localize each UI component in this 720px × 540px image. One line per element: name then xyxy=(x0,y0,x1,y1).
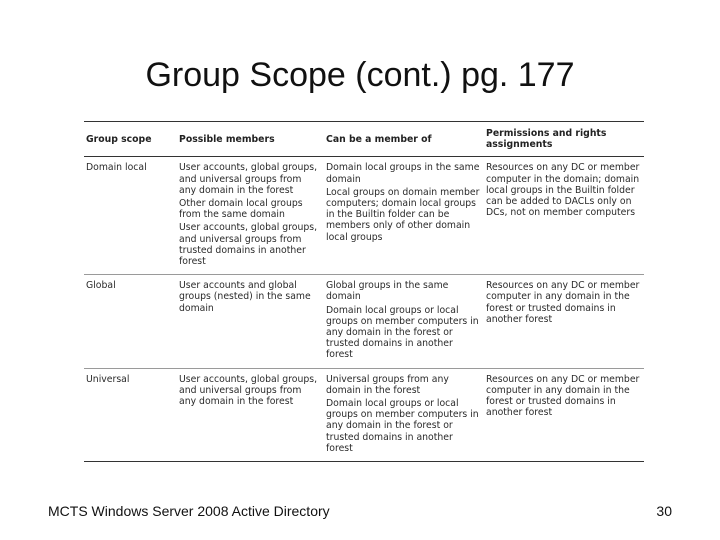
permissions-entry: Resources on any DC or member computer in any domain in the forest or trusted domains in another forest xyxy=(486,373,640,419)
header-group-scope: Group scope xyxy=(84,122,177,157)
scope-cell: Universal xyxy=(84,368,177,461)
permissions-cell xyxy=(484,275,644,368)
member-of-entry: Universal groups from any domain in the forest xyxy=(326,373,449,396)
member-of-cell xyxy=(324,368,484,461)
member-of-entry: Domain local groups or local groups on member computers in any domain in the forest or trusted domains in another forest xyxy=(326,398,479,454)
permissions-entry: Resources on any DC or member computer in the domain; domain local groups in the Builtin folder can be added to DACLs only on DCs, not on member computers xyxy=(486,162,640,219)
member-of-cell xyxy=(324,157,484,275)
scope-cell: Domain local xyxy=(84,157,177,275)
group-scope-table xyxy=(84,121,644,462)
member-entry: Other domain local groups from the same domain xyxy=(179,198,303,221)
table-row-universal xyxy=(84,368,644,461)
members-cell xyxy=(177,368,324,461)
member-of-entry: Domain local groups in the same domain xyxy=(326,162,480,185)
slide-title: Group Scope (cont.) pg. 177 xyxy=(145,56,575,94)
member-of-entry: Global groups in the same domain xyxy=(326,280,449,303)
member-of-cell xyxy=(324,275,484,368)
members-cell xyxy=(177,157,324,275)
permissions-cell xyxy=(484,157,644,275)
member-of-entry: Local groups on domain member computers; domain local groups in the Builtin folder can be members only of other domain local groups xyxy=(326,186,480,243)
member-entry: User accounts, global groups, and universal groups from trusted domains in another forest xyxy=(179,222,318,268)
member-entry: User accounts, global groups, and universal groups from any domain in the forest xyxy=(179,373,318,408)
header-possible-members: Possible members xyxy=(177,122,324,157)
member-entry: User accounts and global groups (nested) in the same domain xyxy=(179,280,311,314)
members-cell xyxy=(177,275,324,368)
page-number: 30 xyxy=(656,503,672,519)
table-row-domain-local xyxy=(84,157,644,275)
header-permissions: Permissions and rights assignments xyxy=(484,122,644,157)
permissions-cell xyxy=(484,368,644,461)
member-entry: User accounts, global groups, and universal groups from any domain in the forest xyxy=(179,162,318,196)
header-can-be-member-of: Can be a member of xyxy=(324,122,484,157)
footer-text: MCTS Windows Server 2008 Active Directory xyxy=(48,503,330,519)
group-scope-table-container xyxy=(84,121,644,454)
permissions-entry: Resources on any DC or member computer in any domain in the forest or trusted domains in another forest xyxy=(486,280,640,325)
table-row-global xyxy=(84,275,644,368)
table-header-row xyxy=(84,122,644,157)
scope-cell: Global xyxy=(84,275,177,368)
member-of-entry: Domain local groups or local groups on member computers in any domain in the forest or trusted domains in another forest xyxy=(326,304,479,361)
